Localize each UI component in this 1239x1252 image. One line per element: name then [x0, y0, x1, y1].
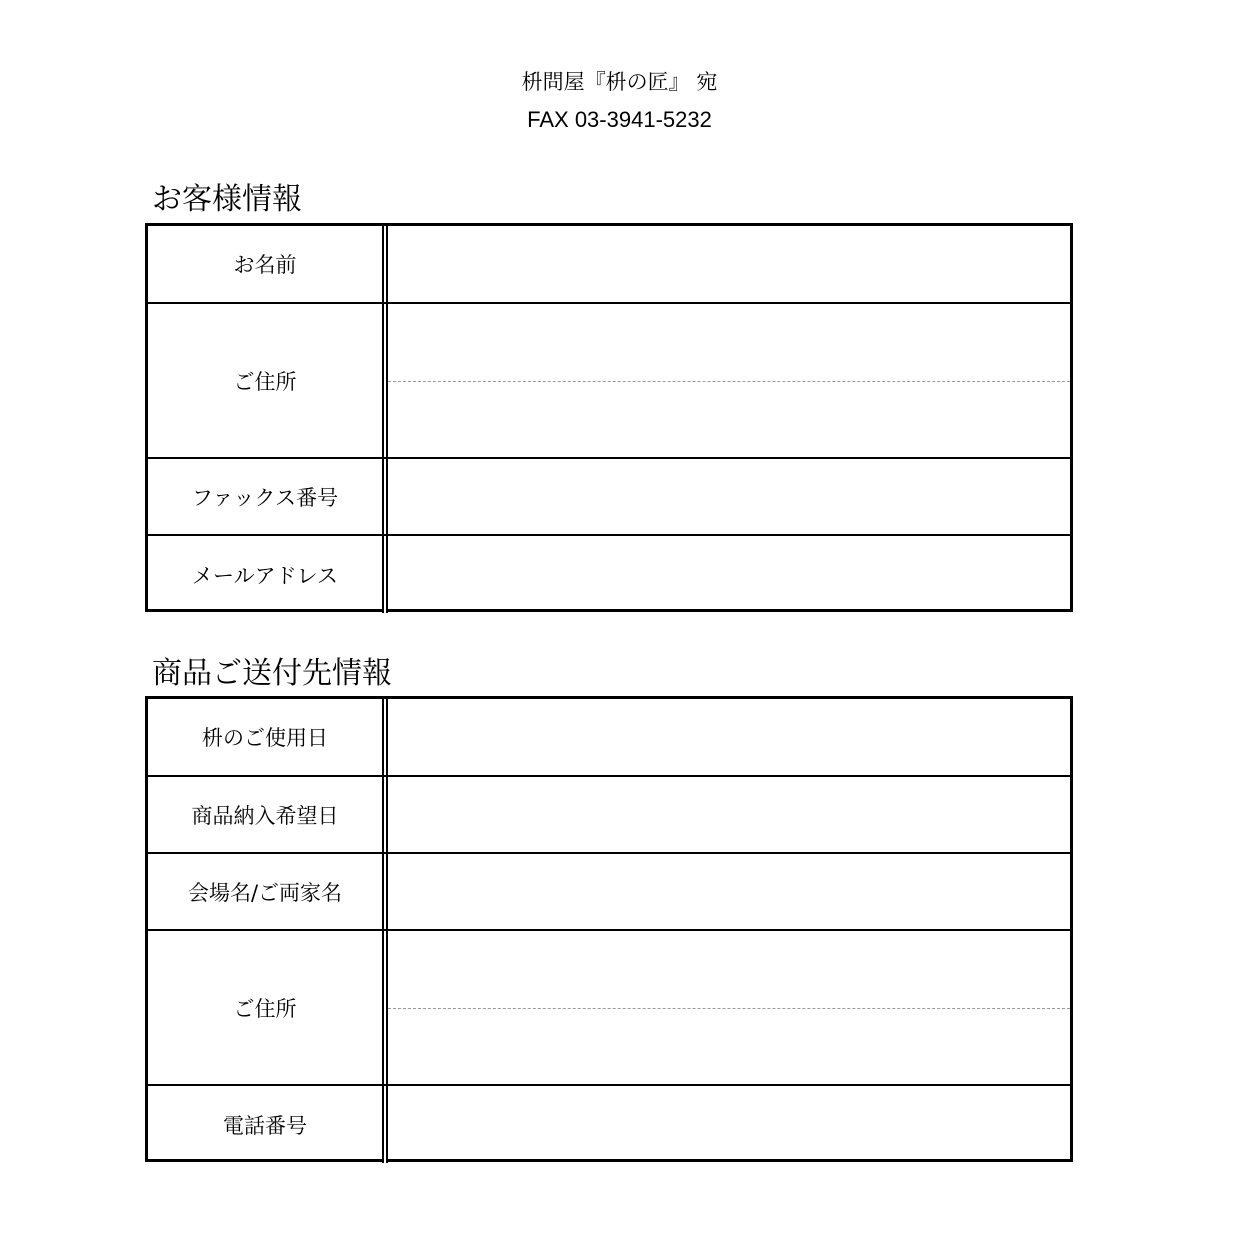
- addressee-heading: 枡問屋『枡の匠』 宛: [521, 70, 718, 94]
- name-label: お名前: [148, 226, 384, 302]
- customer-info-title: お客様情報: [152, 182, 302, 217]
- row-fax: [148, 459, 1070, 536]
- use-date-label: 枡のご使用日: [148, 699, 384, 775]
- row-delivery-address: [148, 931, 1070, 1086]
- address-label: ご住所: [148, 304, 384, 457]
- venue-label: 会場名/ご両家名: [148, 854, 384, 929]
- row-use-date: [148, 699, 1070, 777]
- fax-number: FAX 03-3941-5232: [527, 107, 712, 132]
- delivery-info-title: 商品ご送付先情報: [152, 656, 392, 691]
- name-field[interactable]: [388, 226, 1070, 302]
- row-email: [148, 536, 1070, 613]
- row-delivery-date: [148, 777, 1070, 854]
- fax-label: ファックス番号: [148, 459, 384, 534]
- delivery-date-label: 商品納入希望日: [148, 777, 384, 852]
- row-address: [148, 304, 1070, 459]
- address-field[interactable]: [388, 304, 1070, 457]
- fax-field[interactable]: [388, 459, 1070, 534]
- row-phone: [148, 1086, 1070, 1163]
- delivery-address-label: ご住所: [148, 931, 384, 1084]
- email-field[interactable]: [388, 536, 1070, 613]
- use-date-field[interactable]: [388, 699, 1070, 775]
- delivery-info-table: [145, 696, 1073, 1162]
- delivery-address-field[interactable]: [388, 931, 1070, 1084]
- row-name: [148, 226, 1070, 304]
- customer-info-table: [145, 223, 1073, 612]
- phone-label: 電話番号: [148, 1086, 384, 1163]
- venue-field[interactable]: [388, 854, 1070, 929]
- row-venue: [148, 854, 1070, 931]
- delivery-date-field[interactable]: [388, 777, 1070, 852]
- phone-field[interactable]: [388, 1086, 1070, 1163]
- email-label: メールアドレス: [148, 536, 384, 613]
